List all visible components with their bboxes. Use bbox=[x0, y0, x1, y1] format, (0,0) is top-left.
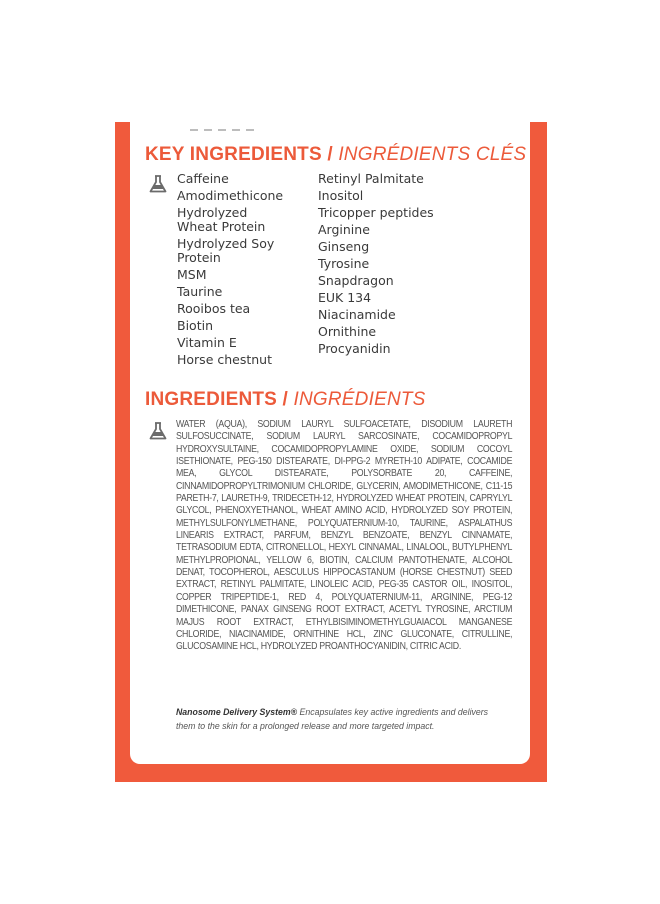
heading-separator: / bbox=[327, 144, 333, 165]
key-ingredients-heading bbox=[145, 144, 526, 166]
key-ingredients-right-column bbox=[318, 172, 434, 359]
left-item: Horse chestnut bbox=[177, 352, 273, 367]
right-item: Inositol bbox=[318, 188, 364, 203]
left-item: Rooibos tea bbox=[177, 301, 251, 316]
left-item: Vitamin E bbox=[177, 335, 237, 350]
flask-icon bbox=[148, 421, 168, 441]
right-item: Snapdragon bbox=[318, 273, 394, 288]
heading-separator: / bbox=[282, 389, 289, 410]
key-ingredients-title-fr: INGRÉDIENTS CLÉS bbox=[338, 144, 527, 165]
right-item: Tricopper peptides bbox=[318, 205, 434, 220]
ingredients-list-text: WATER (AQUA), SODIUM LAURYL SULFOACETATE, DISODIUM LAURETH SULFOSUCCINATE, SODIUM LAURYL SARCOSINATE, COCAMIDOPROPYL HYDROXYSULTAINE, COCAMIDOPROPYLAMINE OXIDE, SODIUM COCOYL ISETHIONATE, PEG-150 DISTEARATE, DI-PPG-2 MYRETH-10 ADIPATE, COCAMIDE MEA, GLYCOL DISTEARATE, POLYSORBATE 20, CAFFEINE, CINNAMIDOPROPYLTRIMONIUM CHLORIDE, GLYCERIN, AMODIMETHICONE, C11-15 PARETH-7, LAURETH-9, TRIDECETH-12, HYDROLYZED WHEAT PROTEIN, CAPRYLYL GLYCOL, PHENOXYETHANOL, WHEAT AMINO ACID, HYDROLYZED SOY PROTEIN, METHYLSULFONYLMETHANE, POLYQUATERNIUM-10, TAURINE, ASPALATHUS LINEARIS EXTRACT, PARFUM, BENZYL BENZOATE, BENZYL CINNAMATE, TETRASODIUM EDTA, CITRONELLOL, HEXYL CINNAMAL, LINALOOL, BUTYLPHENYL METHYLPROPIONAL, YELLOW 6, BIOTIN, CALCIUM PANTOTHENATE, ALCOHOL DENAT, TOCOPHEROL, AESCULUS HIPPOCASTANUM (HORSE CHESTNUT) SEED EXTRACT, RETINYL PALMITATE, LINOLEIC ACID, PEG-35 CASTOR OIL, INOSITOL, COPPER TRIPEPTIDE-1, RED 4, POLYQUATERNIUM-11, ARGININE, PEG-12 DIMETHICONE, PANAX GINSENG ROOT EXTRACT, ACETYL TYROSINE, ARCTIUM MAJUS ROOT EXTRACT, ETHYLBISIMINOMETHYLGUAIACOL MANGANESE CHLORIDE, NIACINAMIDE, ORNITHINE HCL, ZINC GLUCONATE, CITRULLINE, GLUCOSAMINE HCL, HYDROLYZED PROANTHOCYANIDIN, CITRIC ACID. bbox=[176, 419, 513, 653]
right-item: Procyanidin bbox=[318, 341, 391, 356]
nanosome-name: Nanosome Delivery System® bbox=[176, 707, 298, 718]
left-item: Biotin bbox=[177, 318, 213, 333]
flask-icon bbox=[148, 174, 168, 194]
left-item: Hydrolyzed Wheat Protein bbox=[177, 205, 266, 234]
right-item: Tyrosine bbox=[318, 256, 370, 271]
left-item: Taurine bbox=[177, 284, 223, 299]
right-item: Retinyl Palmitate bbox=[318, 171, 424, 186]
right-item: EUK 134 bbox=[318, 290, 372, 305]
left-item: Amodimethicone bbox=[177, 188, 284, 203]
ingredients-title-fr: INGRÉDIENTS bbox=[293, 389, 426, 410]
key-ingredients-title-en: KEY INGREDIENTS bbox=[145, 144, 322, 165]
right-item: Ginseng bbox=[318, 239, 370, 254]
right-item: Arginine bbox=[318, 222, 370, 237]
nanosome-description: Encapsulates key active ingredients and delivers them to the skin for a prolonged release and more targeted impact. bbox=[176, 707, 489, 732]
key-ingredients-left-column bbox=[177, 172, 283, 370]
ingredients-heading bbox=[145, 389, 426, 411]
left-item: MSM bbox=[177, 267, 207, 282]
nanosome-note bbox=[176, 706, 507, 734]
left-item: Caffeine bbox=[177, 171, 229, 186]
right-item: Ornithine bbox=[318, 324, 377, 339]
ingredients-title-en: INGREDIENTS bbox=[145, 389, 278, 410]
left-item: Hydrolyzed Soy Protein bbox=[177, 236, 275, 265]
right-item: Niacinamide bbox=[318, 307, 396, 322]
cut-text-fragment bbox=[190, 116, 280, 120]
